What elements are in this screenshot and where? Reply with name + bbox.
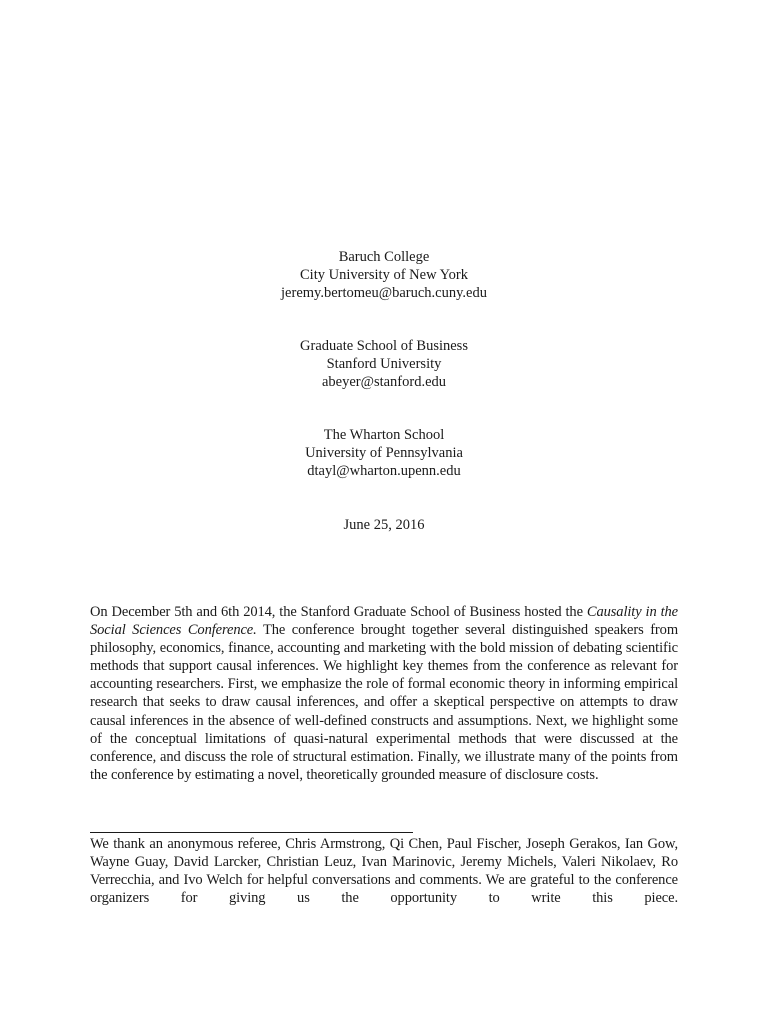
paper-date: June 25, 2016	[343, 517, 425, 533]
affiliation-institution: Graduate School of Business	[300, 338, 468, 354]
affiliation-university: University of Pennsylvania	[305, 445, 463, 461]
affiliation-block-2	[0, 337, 768, 391]
affiliation-email: abeyer@stanford.edu	[321, 374, 447, 390]
footnote-separator	[90, 832, 413, 833]
affiliation-email: jeremy.bertomeu@baruch.cuny.edu	[281, 285, 487, 301]
abstract-text-start: On December 5th and 6th 2014, the Stanford Graduate School of Business hosted the	[90, 604, 587, 620]
affiliation-institution: The Wharton School	[323, 427, 445, 443]
affiliation-university: City University of New York	[300, 267, 468, 283]
acknowledgement-footnote: We thank an anonymous referee, Chris Armstrong, Qi Chen, Paul Fischer, Joseph Gerakos, Ian Gow, Wayne Guay, David Larcker, Christian Leuz, Ivan Marinovic, Jeremy Michels, Valeri Nikolaev, Ro Verrecchia, and Ivo Welch for helpful conversations and comments. We are grateful to the conference organizers for giving us the opportunity to write this piece.	[90, 836, 678, 907]
abstract	[90, 603, 678, 784]
conference-title: Causality in the Social Sciences Conference.	[90, 604, 678, 639]
abstract-text-rest: The conference brought together several distinguished speakers from philosophy, economics, finance, accounting and marketing with the bold mission of debating scientific methods that support causal inferences. We highlight key themes from the conference as relevant for accounting researchers. First, we emphasize the role of formal economic theory in informing empirical research that seeks to draw causal inferences, and offer a skeptical perspective on attempts to draw causal inferences in the absence of well-defined constructs and assumptions. Next, we highlight some of the conceptual limitations of quasi-natural experimental methods that were discussed at the conference, and discuss the role of structural estimation. Finally, we illustrate many of the points from the conference by estimating a novel, theoretically grounded measure of disclosure costs.	[90, 622, 678, 783]
affiliation-institution: Baruch College	[338, 249, 430, 265]
affiliation-email: dtayl@wharton.upenn.edu	[307, 463, 461, 479]
affiliation-university: Stanford University	[326, 356, 442, 372]
affiliation-block-3	[0, 426, 768, 480]
affiliation-block-1	[0, 248, 768, 302]
